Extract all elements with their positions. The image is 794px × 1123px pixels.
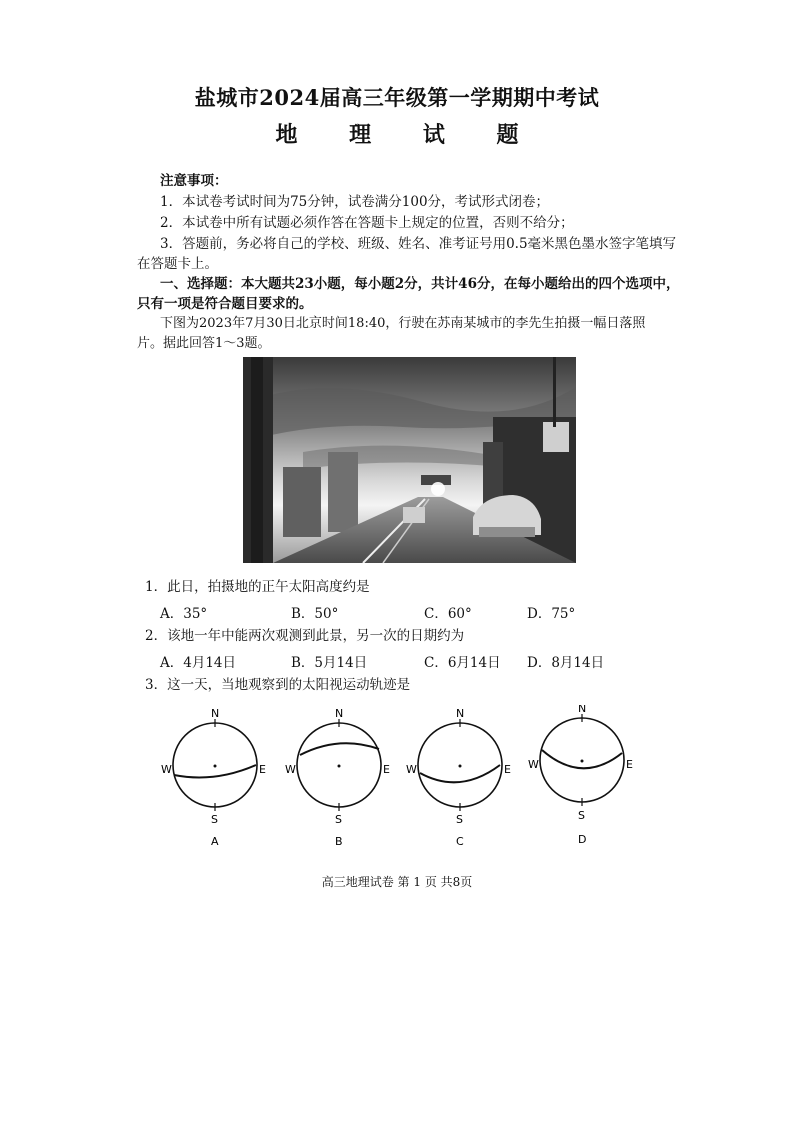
subject-title: 地 理 试 题 xyxy=(275,122,541,148)
diagram-d-n-label: N xyxy=(578,705,587,715)
notice-item-3: 3．答题前，务必将自己的学校、班级、姓名、准考证号用0.5毫米黑色墨水签字笔填写 xyxy=(160,236,677,252)
diagram-c-w-label: W xyxy=(406,763,417,776)
diagram-b-n-label: N xyxy=(335,707,344,720)
sun-path-diagrams xyxy=(150,705,650,855)
diagram-d-e-label: E xyxy=(626,758,633,771)
sun-path-diagram-a[interactable] xyxy=(161,707,266,848)
sun-path-diagram-b[interactable] xyxy=(285,707,390,848)
sun-path-diagram-c[interactable] xyxy=(406,707,511,848)
q1-option-b[interactable]: B．50° xyxy=(291,606,339,622)
diagram-b-w-label: W xyxy=(285,763,296,776)
sunset-photo xyxy=(243,357,576,563)
diagram-c-n-label: N xyxy=(456,707,465,720)
diagram-c-label: C xyxy=(456,835,464,848)
q2-option-d[interactable]: D．8月14日 xyxy=(527,655,605,671)
intro-text-cont: 片。据此回答1～3题。 xyxy=(137,336,271,351)
section-heading-cont: 只有一项是符合题目要求的。 xyxy=(137,296,313,312)
q2-option-a[interactable]: A．4月14日 xyxy=(160,655,237,671)
intro-text: 下图为2023年7月30日北京时间18:40，行驶在苏南某城市的李先生拍摄一幅日落照 xyxy=(160,316,646,331)
page-footer: 高三地理试卷 第 1 页 共8页 xyxy=(321,875,473,889)
q2-option-c[interactable]: C．6月14日 xyxy=(424,655,501,671)
diagram-b-e-label: E xyxy=(383,763,390,776)
q1-option-c[interactable]: C．60° xyxy=(424,606,472,622)
notice-item-1: 1．本试卷考试时间为75分钟，试卷满分100分，考试形式闭卷； xyxy=(160,194,550,210)
question-3-stem: 3．这一天，当地观察到的太阳视运动轨迹是 xyxy=(145,677,411,693)
section-heading: 一、选择题：本大题共23小题，每小题2分，共计46分，在每小题给出的四个选项中， xyxy=(160,276,680,292)
sun-path-diagram-d[interactable] xyxy=(528,705,633,846)
q2-option-b[interactable]: B．5月14日 xyxy=(291,655,368,671)
diagram-c-e-label: E xyxy=(504,763,511,776)
diagram-a-e-label: E xyxy=(259,763,266,776)
q1-option-d[interactable]: D．75° xyxy=(527,606,576,622)
diagram-a-label: A xyxy=(211,835,219,848)
diagram-d-label: D xyxy=(578,833,587,846)
exam-title: 盐城市2024届高三年级第一学期期中考试 xyxy=(194,85,600,110)
notice-item-2: 2．本试卷中所有试题必须作答在答题卡上规定的位置，否则不给分； xyxy=(160,215,574,231)
diagram-c-s-label: S xyxy=(456,813,463,826)
diagram-b-s-label: S xyxy=(335,813,342,826)
notice-heading: 注意事项： xyxy=(160,173,228,189)
diagram-a-w-label: W xyxy=(161,763,172,776)
question-1-stem: 1．此日，拍摄地的正午太阳高度约是 xyxy=(145,579,370,595)
diagram-a-n-label: N xyxy=(211,707,220,720)
diagram-d-w-label: W xyxy=(528,758,539,771)
notice-item-3-cont: 在答题卡上。 xyxy=(137,256,218,272)
diagram-a-s-label: S xyxy=(211,813,218,826)
q1-option-a[interactable]: A．35° xyxy=(160,606,208,622)
diagram-d-s-label: S xyxy=(578,809,585,822)
diagram-b-label: B xyxy=(335,835,343,848)
question-2-stem: 2．该地一年中能两次观测到此景，另一次的日期约为 xyxy=(145,628,465,644)
